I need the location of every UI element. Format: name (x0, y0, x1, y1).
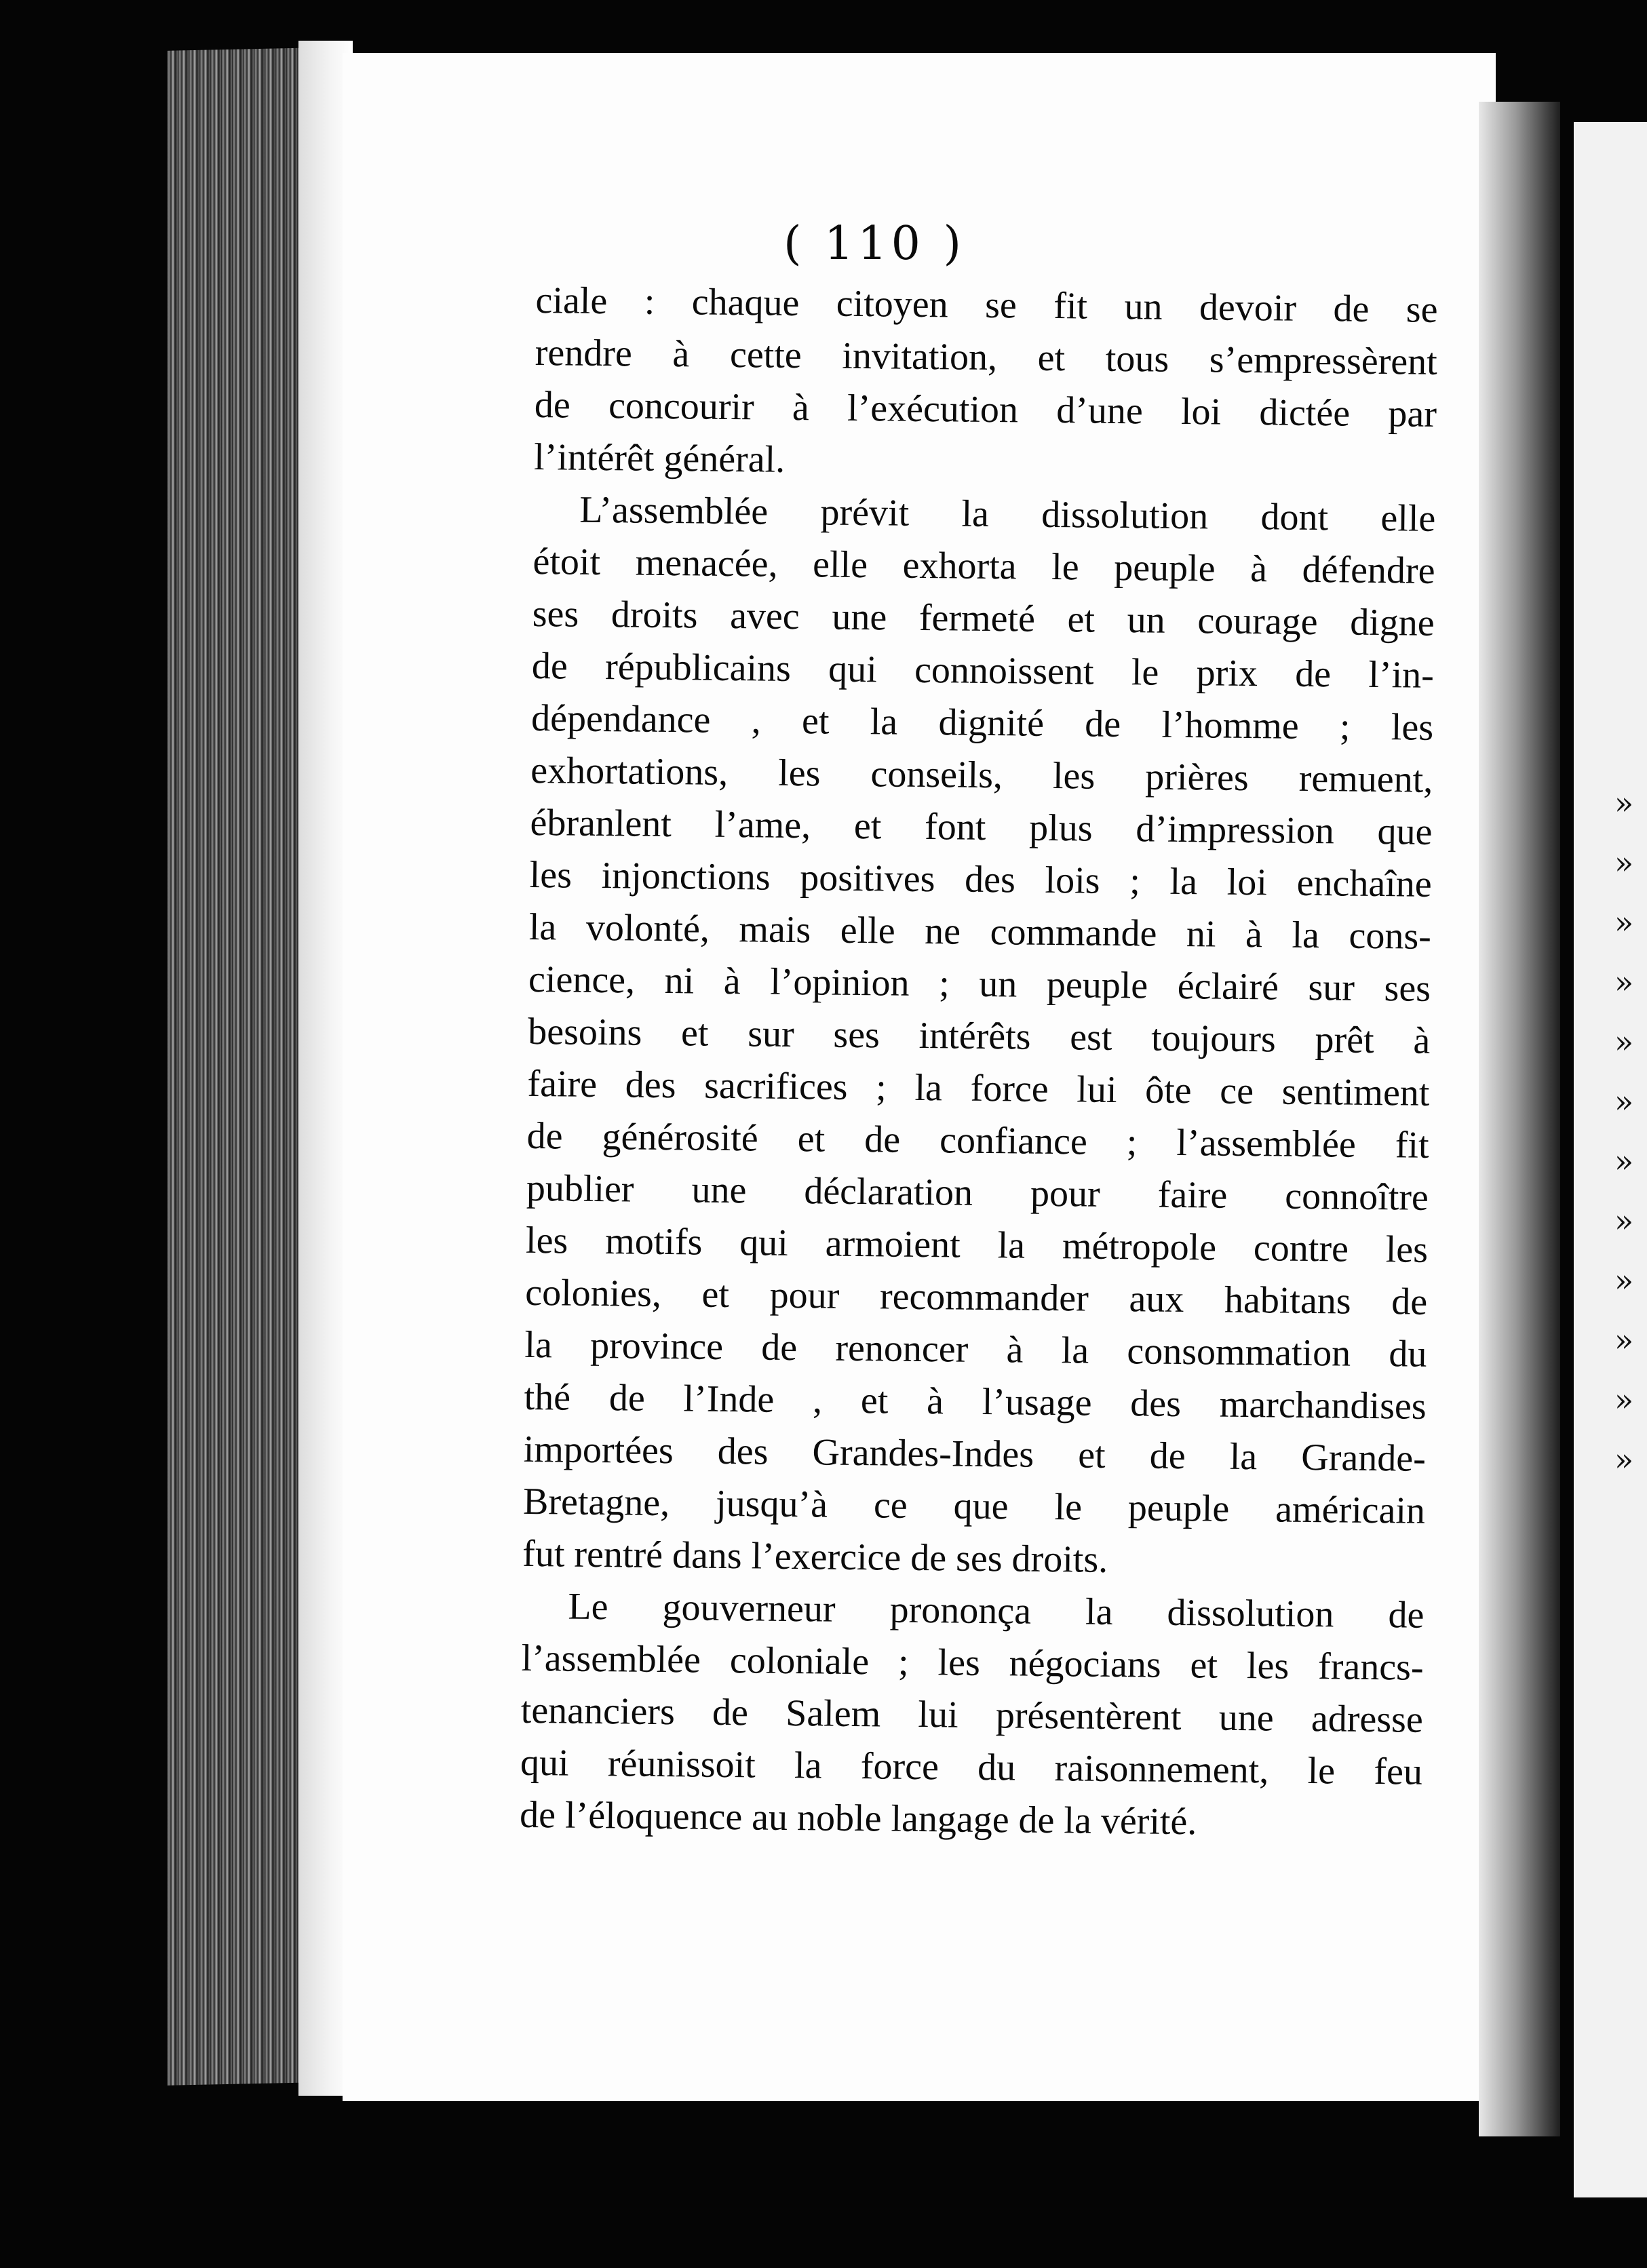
text-line: besoins et sur ses intérêts est toujours prêt à (527, 1010, 1431, 1062)
page-body-text (520, 275, 1438, 1851)
text-line: de l’éloquence au noble langage de la vérité. (519, 1793, 1197, 1843)
text-line: publier une déclaration pour faire connoître (526, 1167, 1429, 1219)
paragraph (520, 1580, 1425, 1851)
text-line: dépendance , et la dignité de l’homme ; les (530, 697, 1434, 749)
paragraph (522, 484, 1436, 1590)
text-line: colonies, et pour recommander aux habitans de (524, 1271, 1428, 1323)
text-line: étoit menacée, elle exhorta le peuple à défendre (532, 540, 1435, 592)
text-line: de républicains qui connoissent le prix de l’in- (531, 644, 1435, 697)
text-line: Le gouverneur prononça la dissolution de (568, 1585, 1425, 1637)
text-line: faire des sacrifices ; la force lui ôte ce sentiment (527, 1062, 1430, 1114)
text-line: de concourir à l’exécution d’une loi dictée par (534, 383, 1437, 435)
text-line: ébranlent l’ame, et font plus d’impression que (530, 801, 1433, 853)
text-line: les motifs qui armoient la métropole contre les (525, 1219, 1429, 1271)
quote-mark: » (1614, 1023, 1634, 1060)
text-line: thé de l’Inde , et à l’usage des marchandises (524, 1375, 1427, 1428)
text-line: tenanciers de Salem lui présentèrent une adresse (520, 1689, 1424, 1741)
quote-mark: » (1614, 1143, 1634, 1179)
quote-mark: » (1614, 844, 1634, 881)
quote-mark: » (1614, 1262, 1634, 1299)
text-line: fut rentré dans l’exercice de ses droits. (522, 1532, 1108, 1581)
quote-mark: » (1614, 1203, 1634, 1239)
text-line: de générosité et de confiance ; l’assemblée fit (526, 1114, 1429, 1167)
quote-mark: » (1614, 904, 1634, 941)
text-line: exhortations, les conseils, les prières remuent, (530, 749, 1433, 801)
text-line: Bretagne, jusqu’à ce que le peuple américain (522, 1480, 1426, 1532)
text-line: rendre à cette invitation, et tous s’empressèrent (535, 331, 1438, 383)
quote-mark: » (1614, 1382, 1634, 1418)
text-line: les injonctions positives des lois ; la loi enchaîne (529, 853, 1432, 905)
text-line: l’assemblée coloniale ; les négocians et les francs- (521, 1637, 1424, 1689)
binding-gutter (1479, 102, 1560, 2136)
text-line: la province de renoncer à la consommation du (524, 1323, 1427, 1375)
quote-mark: » (1614, 785, 1634, 821)
page-number: ( 110 ) (783, 217, 966, 271)
text-line: qui réunissoit la force du raisonnement, le feu (520, 1741, 1423, 1793)
quote-mark: » (1614, 1322, 1634, 1358)
text-line: l’intérêt général. (533, 435, 786, 481)
quote-mark: » (1614, 1083, 1634, 1120)
text-line: cience, ni à l’opinion ; un peuple éclairé sur ses (528, 958, 1431, 1010)
text-line: importées des Grandes-Indes et de la Grande- (523, 1428, 1427, 1480)
text-line: L’assemblée prévit la dissolution dont elle (579, 488, 1436, 540)
quote-mark: » (1614, 1441, 1634, 1478)
text-line: ciale : chaque citoyen se fit un devoir de se (535, 279, 1438, 331)
facing-page-marks (1614, 773, 1647, 1489)
text-line: la volonté, mais elle ne commande ni à la cons- (528, 905, 1432, 958)
paragraph (534, 275, 1438, 493)
quote-mark: » (1614, 964, 1634, 1000)
text-line: ses droits avec une fermeté et un courage digne (532, 592, 1435, 644)
